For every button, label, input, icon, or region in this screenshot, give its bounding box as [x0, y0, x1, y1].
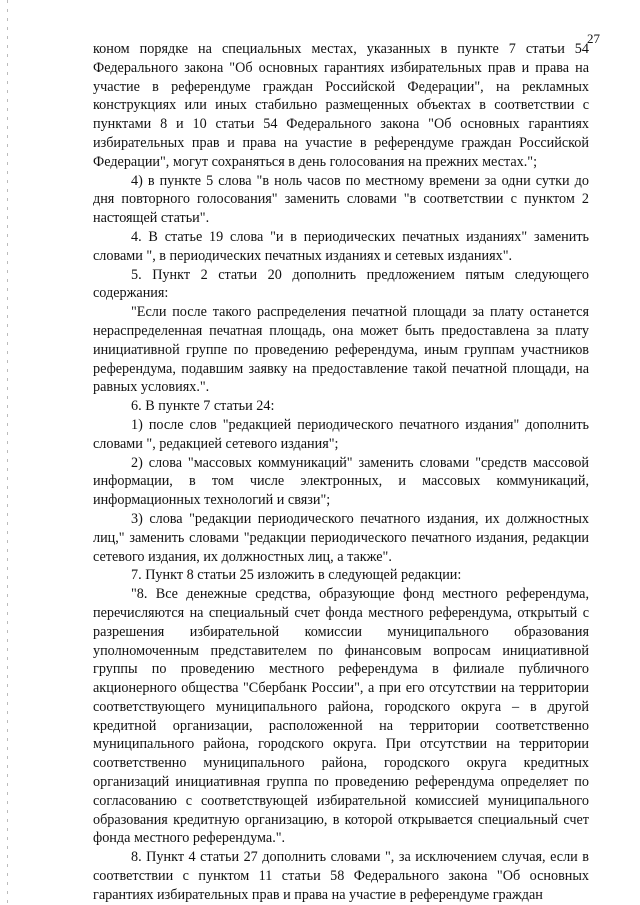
paragraph: 4. В статье 19 слова "и в периодических печатных изданиях" заменить словами ", в периодических печатных изданиях и сетевых изданиях". — [93, 228, 589, 264]
paragraph: 4) в пункте 5 слова "в ноль часов по местному времени за одни сутки до дня повторного голосования" заменить словами "в соответствии с пунктом 2 настоящей статьи". — [93, 172, 589, 227]
paragraph: 5. Пункт 2 статьи 20 дополнить предложением пятым следующего содержания: — [93, 266, 589, 302]
paragraph: 1) после слов "редакцией периодического печатного издания" дополнить словами ", редакцией сетевого издания"; — [93, 416, 589, 452]
document-body — [93, 40, 589, 905]
paragraph: 8. Пункт 4 статьи 27 дополнить словами ", за исключением случая, если в соответствии с пунктом 11 статьи 58 Федерального закона "Об основных гарантиях избирательных прав и права на участие в референдуме граждан — [93, 849, 589, 903]
paragraph: 2) слова "массовых коммуникаций" заменить словами "средств массовой информации, в том числе электронных, и массовых коммуникаций, информационных технологий и связи"; — [93, 454, 589, 509]
paragraph: "Если после такого распределения печатной площади за плату останется нераспределенная печатная площадь, она может быть предоставлена за плату инициативной группе по проведению референдума, иным группам участников референдума, подавшим заявку на предоставление такой печатной площади, на равных условиях.". — [93, 304, 589, 396]
paragraph: 7. Пункт 8 статьи 25 изложить в следующей редакции: — [131, 567, 462, 584]
scan-edge — [7, 0, 8, 905]
paragraph: "8. Все денежные средства, образующие фонд местного референдума, перечисляются на специальный счет фонда местного референдума, открытый с разрешения избирательной комиссии муниципального образования уполномоченным представителем по финансовым вопросам инициативной группы по проведению местного референдума в филиале публичного акционерного общества "Сбербанк России", а при его отсутствии на территории соответствующего муниципального района, городского округа – в другой кредитной организации, расположенной на территории соответственно муниципального района, городского округа. При отсутствии на территории соответственно муниципального района, городского округа кредитных организаций инициативная группа по проведению референдума определяет по согласованию с соответствующей избирательной комиссией муниципального образования кредитную организацию, в которой открывается специальный счет фонда местного референдума.". — [93, 586, 589, 847]
paragraph: коном порядке на специальных местах, указанных в пункте 7 статьи 54 Федерального закона "Об основных гарантиях избирательных прав и права на участие в референдуме граждан Российской Федерации", на рекламных конструкциях или иных стабильно размещенных объектах в соответствии с пунктами 8 и 10 статьи 54 Федерального закона "Об основных гарантиях избирательных прав и права на участие в референдуме граждан Российской Федерации", могут сохраняться в день голосования на прежних местах."; — [93, 41, 589, 170]
paragraph: 6. В пункте 7 статьи 24: — [131, 398, 275, 415]
paragraph: 3) слова "редакции периодического печатного издания, их должностных лиц," заменить словами "редакции периодического печатного издания, редакции сетевого издания, их должностных лиц, а также". — [93, 510, 589, 565]
page-number: 27 — [587, 31, 600, 46]
